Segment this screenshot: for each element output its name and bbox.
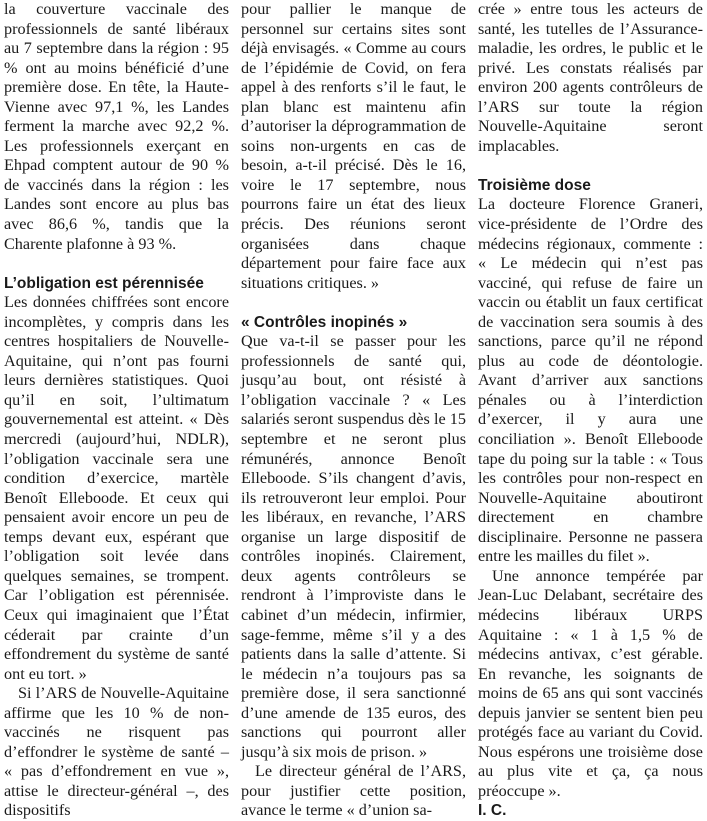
paragraph: La docteure Florence Graneri, vice-présidente de l’Ordre des médecins régionaux, commente : « Le médecin qui n’est pas vacciné, qui refuse de faire un vaccin ou établit un faux certificat de vaccination sera soumis à des sanctions, parce qu’il ne répond plus au code de déontologie. Avant d’arriver aux sanctions pénales ou à l’interdiction d’exercer, il y aura une conciliation ». Benoît Elleboode tape du poing sur la table : « Tous les contrôles pour non-respect en Nouvelle-Aquitaine aboutiront directement en chambre disciplinaire. Personne ne passera entre les mailles du filet ». [478, 195, 703, 566]
paragraph: la couverture vaccinale des professionnels de santé libéraux au 7 septembre dans la région : 95 % ont au moins bénéficié d’une première dose. En tête, la Haute-Vienne avec 97,1 %, les Landes ferment la marche avec 92,2 %. Les professionnels exerçant en Ehpad comptent autour de 90 % de vaccinés dans la région : les Landes sont encore au plus bas avec 86,6 %, tandis que la Charente plafonne à 93 %. [4, 0, 229, 253]
section-heading: L’obligation est pérennisée [4, 274, 204, 292]
paragraph: Une annonce tempérée par Jean-Luc Delabant, secrétaire des médecins libéraux URPS Aquitaine : « 1 à 1,5 % de médecins antivax, c’est gérable. En revanche, les soignants de moins de 65 ans qui sont vaccinés depuis janvier se sentent bien peu protégés face au variant du Covid. Nous espérons une troisième dose au plus vite et ça, ça nous préoccupe ». [478, 566, 703, 800]
column-1 [4, 0, 229, 820]
paragraph: Si l’ARS de Nouvelle-Aquitaine affirme que les 10 % de non-vaccinés ne risquent pas d’effondrer le système de santé – « pas d’effondrement en vue », attise le directeur-général –, des dispositifs [4, 684, 229, 820]
paragraph: crée » entre tous les acteurs de santé, les tutelles de l’Assurance-maladie, les ordres, le public et le privé. Les constats réalisés par environ 200 agents contrôleurs de l’ARS sur toute la région Nouvelle-Aquitaine seront implacables. [478, 0, 703, 155]
paragraph: Les données chiffrées sont encore incomplètes, y compris dans les centres hospitaliers de Nouvelle-Aquitaine, qui n’ont pas fourni leurs dernières statistiques. Quoi qu’il en soit, l’ultimatum gouvernemental est atteint. « Dès mercredi (aujourd’hui, NDLR), l’obligation vaccinale sera une condition d’exercice, martèle Benoît Elleboode. Et ceux qui pensaient avoir encore un peu de temps devant eux, espérant que l’obligation soit levée dans quelques semaines, se trompent. Car l’obligation est pérennisée. Ceux qui imaginaient que l’État céderait par crainte d’un effondrement du système de santé ont eu tort. » [4, 293, 229, 683]
author-signature: I. C. [478, 802, 507, 820]
paragraph: pour pallier le manque de personnel sur certains sites sont déjà envisagés. « Comme au cours de l’épidémie de Covid, on fera appel à des renforts s’il le faut, le plan blanc est maintenu afin d’autoriser la déprogrammation de soins non-urgents en cas de besoin, a-t-il précisé. Dès le 16, voire le 17 septembre, nous pourrons faire un état des lieux précis. Des réunions seront organisées dans chaque département pour faire face aux situations critiques. » [241, 0, 466, 292]
section-heading: Troisième dose [478, 176, 591, 194]
column-2 [241, 0, 466, 820]
section-heading: « Contrôles inopinés » [241, 313, 408, 331]
paragraph: Que va-t-il se passer pour les professionnels de santé qui, jusqu’au bout, ont résisté à l’obligation vaccinale ? « Les salariés seront suspendus dès le 15 septembre et ne seront plus rémunérés, annonce Benoît Elleboode. S’ils changent d’avis, ils retrouveront leur emploi. Pour les libéraux, en revanche, l’ARS organise un large dispositif de contrôles inopinés. Clairement, deux agents contrôleurs se rendront à l’improviste dans le cabinet d’un médecin, infirmier, sage-femme, même s’il y a des patients dans la salle d’attente. Si le médecin n’a toujours pas sa première dose, il sera sanctionné d’une amende de 135 euros, des sanctions qui pourront aller jusqu’à six mois de prison. » [241, 332, 466, 761]
column-3 [478, 0, 703, 820]
paragraph: Le directeur général de l’ARS, pour justifier cette position, avance le terme « d’union sa- [241, 762, 466, 820]
